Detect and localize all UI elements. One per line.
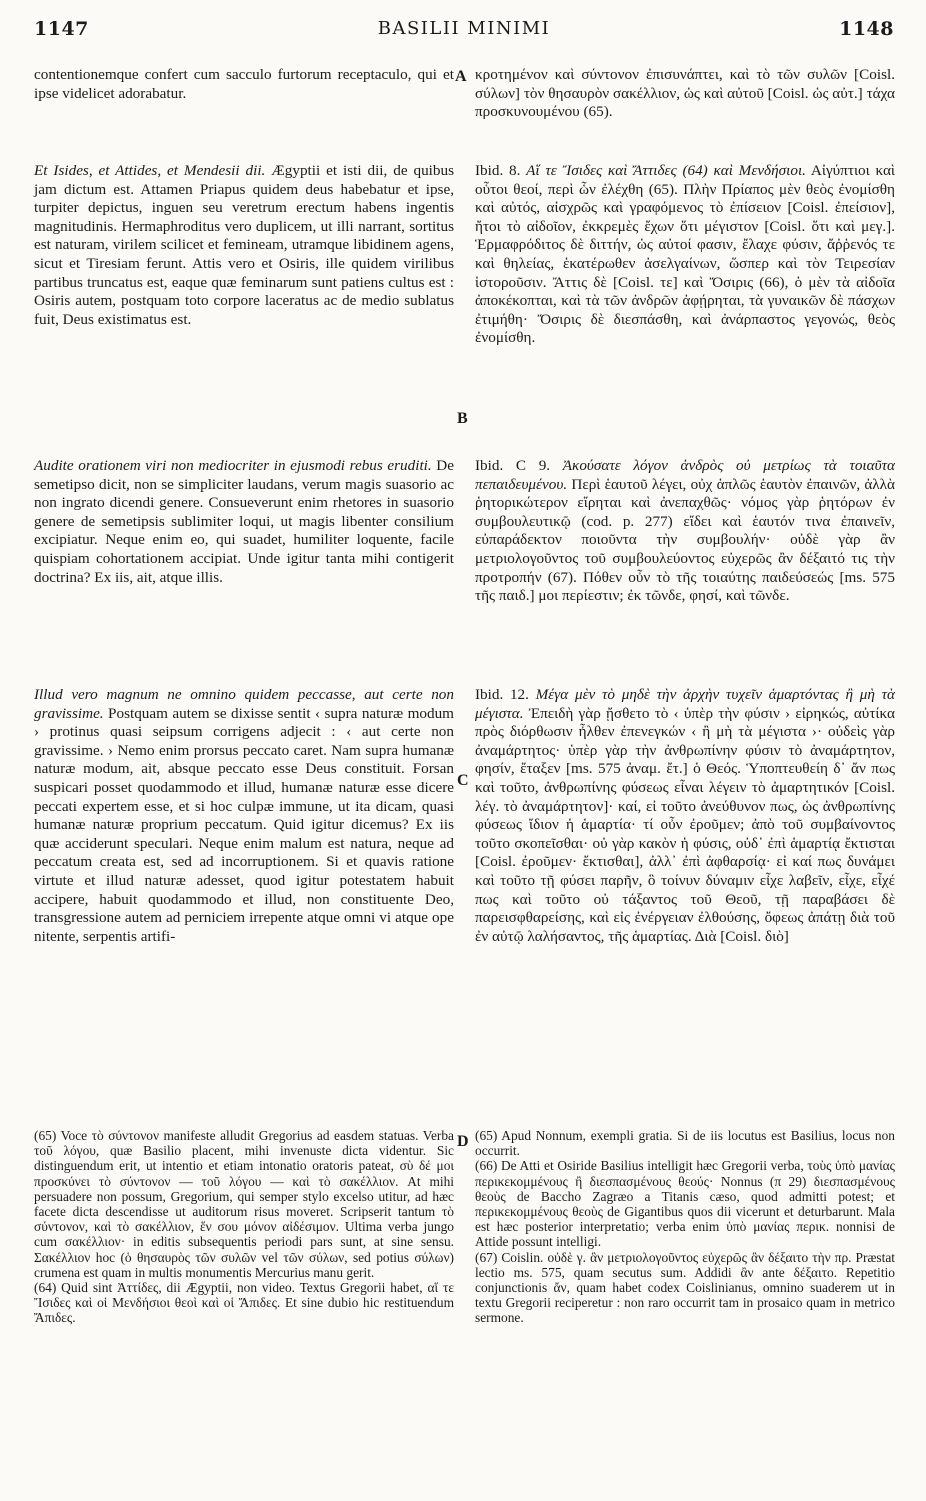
running-title: BASILII MINIMI	[377, 18, 551, 39]
latin-text: Ægyptii et isti dii, de quibus jam dictum est. Attamen Priapus quidem deus habebatur et ipse, turpiter depictus, inguen seu veretrum erectum habens ingentis magnitudinis. Hermaphroditus vero duplicem, ut illi narrant, sortitus est naturam, virilem scilicet et femineam, utramque libidinem agens, sicut et Tiresiam ferunt. Attis vero et Osiris, ille quidem virilibus partibus truncatus est, eaque quæ feminarum sunt patiens cultus est : Osiris autem, postquam toto corpore laceratus ac de medio sublatus fuit, Deus existimatus est.	[34, 162, 454, 328]
greek-lemma: Μέγα μὲν τὸ μηδὲ τὴν ἀρχὴν τυχεῖν ἁμαρτόντας ἢ μὴ τὰ μέγιστα.	[475, 686, 896, 722]
footnotes-right	[475, 1128, 895, 1326]
greek-paragraph-ibid-8	[475, 162, 895, 348]
greek-text: Αἰγύπτιοι καὶ οὗτοι θεοί, περὶ ὧν ἐλέχθη (65). Πλὴν Πρίαπος μὲν θεὸς ἐνομίσθη καὶ αὐτός, αἰσχρῶς καὶ γραφόμενος τὸ ἐπίσειον [Coisl. ἐπείσιον], ἤτοι τὸ αἰδοῖον, ἐκκρεμὲς ἔχων ὅτι μέγιστον [Coisl. ὅτι καὶ μεγ.]. Ἑρμαφρόδιτος δὲ διττήν, ὡς αὐτοί φασιν, ἔλαχε φύσιν, ἄῤῥενός τε καὶ θηλείας, ἑκατέρωθεν ἀσελγαίνων, ὥσπερ καὶ τὸν Τειρεσίαν ἱστοροῦσιν. Ἄττις δὲ [Coisl. τε] καὶ Ὄσιρις (66), ὁ μὲν τὰ αἰδοῖα ἀποκέκοπται, καὶ τὰ τῶν ἀνδρῶν ἀφῄρηται, τὰ γυναικῶν δὲ πάσχων ἐτιμήθη· Ὄσιρις δὲ διεσπάσθη, καὶ ἀνάρπαστος γεγονώς, θεὸς ἐνομίσθη.	[475, 162, 896, 347]
latin-lemma: Et Isides, et Attides, et Mendesii dii.	[34, 162, 266, 179]
greek-paragraph-1	[475, 66, 895, 122]
footnote-67: (67) Coislin. οὐδὲ γ. ἂν μετριολογοῦντος εὐχερῶς ἂν δέξαιτο τὴν πρ. Præstat lectio ms. 575, quam secutus sum. Addidi ἂν ante δέξαιτο. Repetitio conjunctionis ἄν, quam habet codex Coislinianus, omnino suaderem ut in textu Gregorii reciperetur : non raro occurrit tam in prosaico quam in metrico sermone.	[475, 1249, 895, 1326]
greek-text: κροτημένον καὶ σύντονον ἐπισυνάπτει, καὶ τὸ τῶν συλῶν [Coisl. σύλων] τὸν θησαυρὸν σακέλλιον, ὡς καὶ αὐτοῦ [Coisl. ὡς αὐτ.] τάχα προσκυνουμένου (65).	[475, 66, 895, 121]
greek-text: Περὶ ἑαυτοῦ λέγει, οὐχ ἁπλῶς ἑαυτὸν ἐπαινῶν, ἀλλὰ ῥητορικώτερον εἴρηται καὶ ἀνεπαχθῶς· νόμος γὰρ ῥητόρων ἐν συμβουλευτικῷ (cod. p. 277) εἴδει καὶ ἑαυτόν τινα ἐπαινεῖν, εὐπαράδεκτον ποιοῦντα τὴν συμβουλήν· οὐδὲ γὰρ ἂν μετριολογοῦντος τοῦ συμβουλεύοντος εὐχερῶς ἂν δέξαιτό τις τὴν προτροπήν (67). Πόθεν οὖν τὸ τῆς τοιαύτης παιδεύσεώς [ms. 575 τῆς παιδ.] μοι περίεστιν; ἐκ τῶνδε, φησί, καὶ τῶνδε.	[475, 475, 895, 605]
latin-lemma: Audite orationem viri non mediocriter in ejusmodi rebus eruditi.	[34, 457, 432, 474]
footnotes-left	[34, 1128, 454, 1326]
greek-paragraph-ibid-12	[475, 686, 895, 946]
latin-paragraph-isides	[34, 162, 454, 329]
margin-marker-b: B	[457, 410, 468, 427]
footnote-66: (66) De Atti et Osiride Basilius intelligit hæc Gregorii verba, τοὺς ὑπὸ μανίας περικεκομμένους ἢ διεσπασμένους θεούς· Nonnus (π 29) διεσπασμένους θεοὺς de Baccho Zagræo a Titanis cæso, quod admitti potest; et περικεκομμένους θεοὺς de Gigantibus quos dii vicerunt et deturbarunt. Mala est hæc posterior interpretatio; verba enim ὑπὸ μανίας περικ. nonnisi de Attide possunt intelligi.	[475, 1158, 895, 1250]
margin-marker-c: C	[457, 772, 469, 789]
reference: Ibid. C 9.	[475, 457, 551, 474]
footnote-64: (64) Quid sint Ἀττίδες, dii Ægyptii, non video. Textus Gregorii habet, αἵ τε Ἴσιδες καὶ οἱ Μενδήσιοι θεοὶ καὶ οἱ Ἄπιδες. Et sine dubio hic restituendum Ἄπιδες.	[34, 1280, 454, 1326]
latin-paragraph-illud	[34, 686, 454, 946]
footnote-65-right: (65) Apud Nonnum, exempli gratia. Si de iis locutus est Basilius, locus non occurrit.	[475, 1128, 895, 1159]
latin-text: Postquam autem se dixisse sentit ‹ supra naturæ modum › protinus quasi seipsum corrigens adjecit : ‹ aut certe non gravissime. › Nemo enim prorsus peccato caret. Nam supra humanæ naturæ modum, ait, absque peccato esse Deus constituit. Forsan suspicari posset quodammodo et illud, humanæ naturæ esse dicere peccati expertem esse, et si hoc culpæ immune, ut ita dicam, quasi humanæ naturæ proprium peccatum. Quid igitur dicemus? Ex iis quæ acciderunt speculari. Neque enim malum est natura, neque ad peccatum creata est, sed ad incorruptionem. Si et quavis ratione virtute et illud naturæ adesset, quod igitur potestatem habuit accipere, habuit quodammodo et illud, non constituente Deo, transgressione autem ad perniciem irrepente atque omni vi atque ope nitente, serpentis artifi-	[34, 704, 454, 945]
greek-paragraph-ibid-9	[475, 457, 895, 606]
reference: Ibid. 12.	[475, 686, 529, 703]
greek-text: Ἐπειδὴ γὰρ ᾔσθετο τὸ ‹ ὑπὲρ τὴν φύσιν › εἰρηκώς, αὐτίκα πρὸς διόρθωσιν ἦλθεν ἐπενεγκών ‹ ἢ μὴ τὰ μέγιστα ›· οὐδεὶς γὰρ ἀναμάρτητος· ὑπὲρ γὰρ τὴν ἀνθρωπίνην φύσιν τὸ ἀναμάρτητον, φησίν, ἔταξεν [ms. 575 ἀναμ. ἔτ.] ὁ Θεός. Ὑποπτευθείη δ᾽ ἄν πως καὶ τοῦτο, ἀνθρωπίνης φύσεως εἶναι λέγειν τὸ ἀμαρτητικόν [Coisl. λέγ. τὸ ἀναμάρτητον]· καί, εἰ τοῦτο ἀνεύθυνον πως, ὡς ἀνθρωπίνης φύσεως ἴδιον ἡ ἁμαρτία· τί οὖν ἐροῦμεν; ἀπὸ τοῦ συμβαίνοντος τοῦτο σκοπεῖσθαι· οὐ γὰρ κακὸν ἡ φύσις, οὐδ᾽ ἐπὶ ἁμαρτίᾳ ἔκτισται [Coisl. ἐροῦμεν· ἔκτισθαι], ἀλλ᾽ ἐπὶ ἀφθαρσίᾳ· εἰ καί πως δυνάμει καὶ τοῦτο τῇ φύσει παρῆν, ὃ τοίνυν δύναμιν εἶχε λαβεῖν, εἶχε, εἶχέ πως καὶ τοῦτο οὐ τάξαντος τοῦ Θεοῦ, τῇ παραβάσει δὲ παρεισφθαρείσης, καὶ εἰς ἐνέργειαν ἐλθούσης, ὄφεως ἀπάτῃ διὰ τοῦ ἐν αὐτῷ λαλήσαντος, τῆς ἁμαρτίας. Διὰ [Coisl. διὸ]	[475, 704, 895, 945]
margin-marker-d: D	[457, 1133, 469, 1150]
greek-lemma: Αἵ τε Ἴσιδες καὶ Ἄττιδες (64) καὶ Μενδήσιοι.	[526, 162, 806, 179]
latin-lemma: Illud vero magnum ne omnino quidem peccasse, aut certe non gravissime.	[34, 686, 454, 722]
latin-text: De semetipso dicit, non se simpliciter laudans, verum magis suasorio ac non ingrato dicendi genere. Consueverunt enim rhetores in suasorio genere de semetipsis sublimiter loqui, ut magis libenter consilium excipiatur. Neque enim eo, qui suadet, humiliter loquente, facile quispiam cohortationem accipiat. Unde igitur tanta mihi contigerit doctrina? Ex iis, ait, atque illis.	[34, 457, 454, 586]
greek-lemma: Ἀκούσατε λόγον ἀνδρὸς οὐ μετρίως τὰ τοιαῦτα πεπαιδευμένου.	[475, 457, 895, 493]
latin-paragraph-1	[34, 66, 454, 103]
footnote-65: (65) Voce τὸ σύντονον manifeste alludit Gregorius ad easdem statuas. Verba τοῦ λόγου, quæ Basilio placent, mihi invenuste dicta videntur. Sic distinguendum erit, ut intentio et etiam intonatio oratoris pateat, σὺ δέ μοι προσκύνει τὸ σύντονον — τοῦ λόγου — καὶ τὸ σακέλλιον. At mihi persuadere non possum, Gregorium, qui semper stylo excelso utitur, ad hæc facete dicta descendisse ut auditorum risus moveret. Scripserit tantum τὸ σύντονον, καὶ τὸ σακέλλιον, ἕν σου μόνον αἰδέσιμον. Ultima verba jungo cum σακέλλιον· in editis subsequentis periodi pars sunt, at sine sensu. Σακέλλιον hoc (ὁ θησαυρὸς τῶν συλῶν vel τῶν σύλων, sed potius σύλων) crumena est quam in multis monumentis Mercurius manu gerit.	[34, 1128, 454, 1280]
latin-text: contentionemque confert cum sacculo furtorum receptaculo, qui et ipse videlicet adorabatur.	[34, 66, 454, 102]
left-page-number: 1147	[34, 18, 89, 40]
reference: Ibid. 8.	[475, 162, 521, 179]
right-page-number: 1148	[839, 18, 894, 40]
page-header	[34, 18, 894, 48]
latin-paragraph-audite	[34, 457, 454, 587]
margin-marker-a: A	[455, 68, 467, 85]
